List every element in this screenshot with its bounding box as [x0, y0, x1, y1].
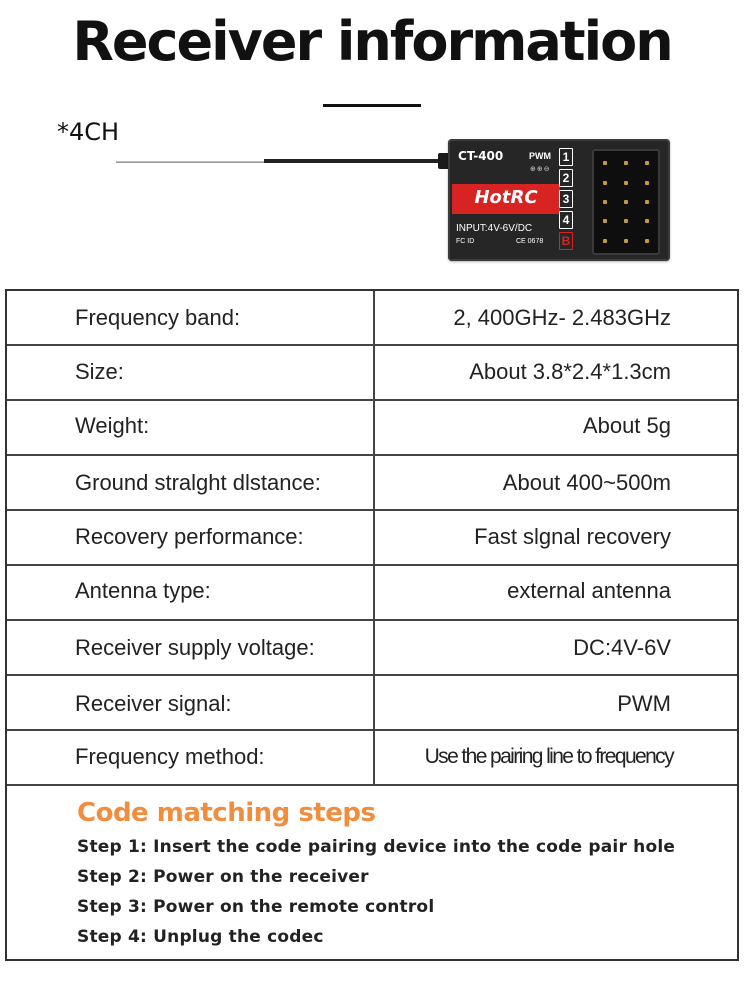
- spec-value: About 5g: [582, 413, 671, 438]
- pin: [624, 200, 628, 204]
- spec-label: Recovery performance:: [75, 524, 304, 549]
- spec-label: Ground stralght dlstance:: [75, 470, 321, 495]
- step-item: Step 1: Insert the code pairing device into the code pair hole: [77, 837, 676, 857]
- spec-value: About 3.8*2.4*1.3cm: [469, 359, 671, 384]
- antenna-tip: [116, 161, 266, 163]
- table-row: [7, 621, 737, 676]
- spec-value: DC:4V-6V: [573, 635, 671, 660]
- step-item: Step 2: Power on the receiver: [77, 867, 369, 887]
- table-row: [7, 566, 737, 621]
- channel-count-label: *4CH: [57, 118, 120, 146]
- brand-logo: HotRC: [474, 187, 538, 208]
- spec-value: About 400~500m: [502, 470, 671, 495]
- pin: [603, 239, 607, 243]
- spec-value: external antenna: [507, 578, 671, 603]
- table-row: [7, 291, 737, 346]
- pin: [603, 181, 607, 185]
- spec-label: Frequency band:: [75, 305, 241, 330]
- bind-port-number: B: [559, 232, 573, 250]
- spec-label: Receiver signal:: [75, 691, 232, 716]
- table-row: [7, 676, 737, 731]
- steps-title: Code matching steps: [77, 798, 376, 828]
- pin: [624, 161, 628, 165]
- pin: [645, 219, 649, 223]
- spec-label: Size:: [75, 359, 124, 384]
- table-row: [7, 731, 737, 786]
- fcc-mark: FC ID: [456, 238, 475, 245]
- pin: [624, 239, 628, 243]
- table-row: [7, 456, 737, 511]
- step-item: Step 3: Power on the remote control: [77, 897, 435, 917]
- receiver-model: CT-400: [458, 149, 504, 163]
- spec-table: [5, 289, 739, 961]
- servo-pin-header: [592, 149, 660, 255]
- pin: [645, 239, 649, 243]
- ce-mark: CE 0678: [516, 238, 544, 245]
- spec-label: Receiver supply voltage:: [75, 635, 315, 660]
- spec-label: Antenna type:: [75, 578, 211, 603]
- table-row: [7, 401, 737, 456]
- step-item: Step 4: Unplug the codec: [77, 927, 324, 947]
- pin: [645, 181, 649, 185]
- spec-value: PWM: [617, 691, 671, 716]
- title-underline: [323, 104, 421, 107]
- spec-label: Frequency method:: [75, 744, 265, 769]
- pin: [603, 219, 607, 223]
- channel-number: 1: [559, 148, 573, 166]
- spec-value: Fast slgnal recovery: [474, 524, 671, 549]
- spec-value: 2, 400GHz- 2.483GHz: [453, 305, 671, 330]
- pin: [603, 161, 607, 165]
- table-row: [7, 346, 737, 401]
- input-voltage-label: INPUT:4V-6V/DC: [456, 223, 533, 234]
- pin: [645, 161, 649, 165]
- channel-number: 4: [559, 211, 573, 229]
- pin: [603, 200, 607, 204]
- antenna-cable: [264, 159, 442, 163]
- receiver-signal-tag: PWM: [529, 151, 551, 161]
- table-row: [7, 511, 737, 566]
- spec-label: Weight:: [75, 413, 150, 438]
- page-title: Receiver information: [72, 10, 672, 73]
- channel-number: 3: [559, 190, 573, 208]
- channel-number: 2: [559, 169, 573, 187]
- spec-value: Use the pairing line to frequency: [424, 745, 673, 768]
- channel-numbers: [559, 148, 575, 253]
- receiver-body: [448, 139, 670, 261]
- pin: [624, 181, 628, 185]
- pin: [645, 200, 649, 204]
- indicator-icons: ⊕⊕⊖: [530, 166, 551, 173]
- brand-band: [452, 184, 560, 214]
- pin: [624, 219, 628, 223]
